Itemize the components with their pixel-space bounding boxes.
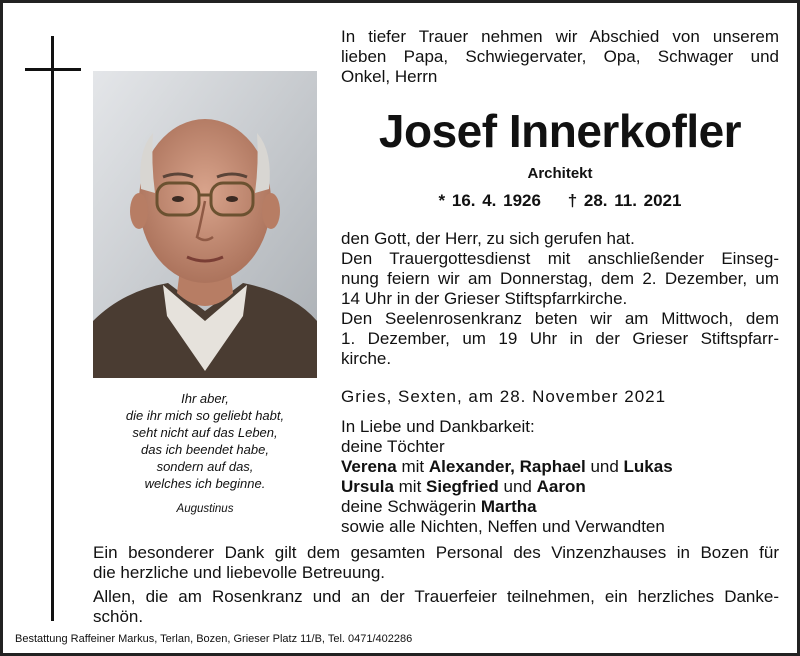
family-name: Ursula [341,477,394,496]
rosary-line: 1. Dezember, um 19 Uhr in der Grieser Stiftspfarr- [341,329,779,348]
rosary-line: kirche. [341,349,392,368]
quote-line: welches ich beginne. [144,476,266,491]
thanks-line: Ein besonderer Dank gilt dem gesamten Personal des Vinzenzhauses in Bozen für [93,543,779,562]
quote-line: die ihr mich so geliebt habt, [125,408,285,423]
attendees-thanks-text [93,587,779,627]
relatives-text: sowie alle Nichten, Neffen und Verwandten [341,517,665,536]
intro-text [341,27,779,87]
rosary-line: Den Seelenrosenkranz beten wir am Mittwoch, dem [341,309,779,328]
deceased-name: Josef Innerkofler [378,105,742,157]
family-name: Alexander, Raphael [428,457,586,476]
cross-symbol-vertical [51,36,54,621]
place-date: Gries, Sexten, am 28. November 2021 [341,387,667,406]
family-name: Martha [480,497,537,516]
called-home-text: den Gott, der Herr, zu sich gerufen hat. [341,229,635,248]
daughters-label: deine Töchter [341,437,445,456]
thanks-line: die herzliche und liebevolle Betreuung. [93,563,386,582]
staff-thanks-text [93,543,779,583]
funeral-home-footer: Bestattung Raffeiner Markus, Terlan, Bozen, Grieser Platz 11/B, Tel. 0471/402286 [15,633,413,645]
rosary-text [341,309,779,369]
funeral-line: 14 Uhr in der Grieser Stiftspfarrkirche. [341,289,628,308]
deceased-profession: Architekt [527,165,593,182]
quote-line: das ich beendet habe, [141,442,269,457]
quote-line: seht nicht auf das Leben, [132,425,278,440]
quote-line: Ihr aber, [181,391,229,406]
quote-author: Augustinus [176,503,234,515]
thanks-line: Allen, die am Rosenkranz und an der Trauerfeier teilnehmen, ein herzliches Danke- [93,587,779,606]
closing-thanks [93,543,779,631]
love-gratitude-heading: In Liebe und Dankbarkeit: [341,417,535,436]
thanks-line: schön. [93,607,144,626]
portrait-photo [93,71,317,378]
family-line-sister-in-law: deine Schwägerin Martha [341,497,537,516]
funeral-line: Den Trauergottesdienst mit anschließender Einseg- [341,249,779,268]
intro-line: In tiefer Trauer nehmen wir Abschied von unserem [341,27,779,46]
life-dates [341,191,779,211]
family-name: Siegfried [426,477,499,496]
quote-line: sondern auf das, [156,459,254,474]
family-line-ursula: Ursula mit Siegfried und Aaron [341,477,586,496]
family-name: Verena [341,457,397,476]
birth-date: * 16. 4. 1926 [438,191,541,210]
memorial-quote [93,390,317,518]
cross-symbol-horizontal [25,68,81,71]
death-date: † 28. 11. 2021 [567,191,682,210]
family-name: Lukas [623,457,673,476]
family-name: Aaron [536,477,586,496]
funeral-line: nung feiern wir am Donnerstag, dem 2. Dezember, um [341,269,779,288]
funeral-service-text [341,249,779,309]
announcement-body [341,229,779,537]
intro-line: lieben Papa, Schwiegervater, Opa, Schwager und [341,47,779,66]
intro-line: Onkel, Herrn [341,67,438,86]
family-line-verena: Verena mit Alexander, Raphael und Lukas [341,457,673,476]
